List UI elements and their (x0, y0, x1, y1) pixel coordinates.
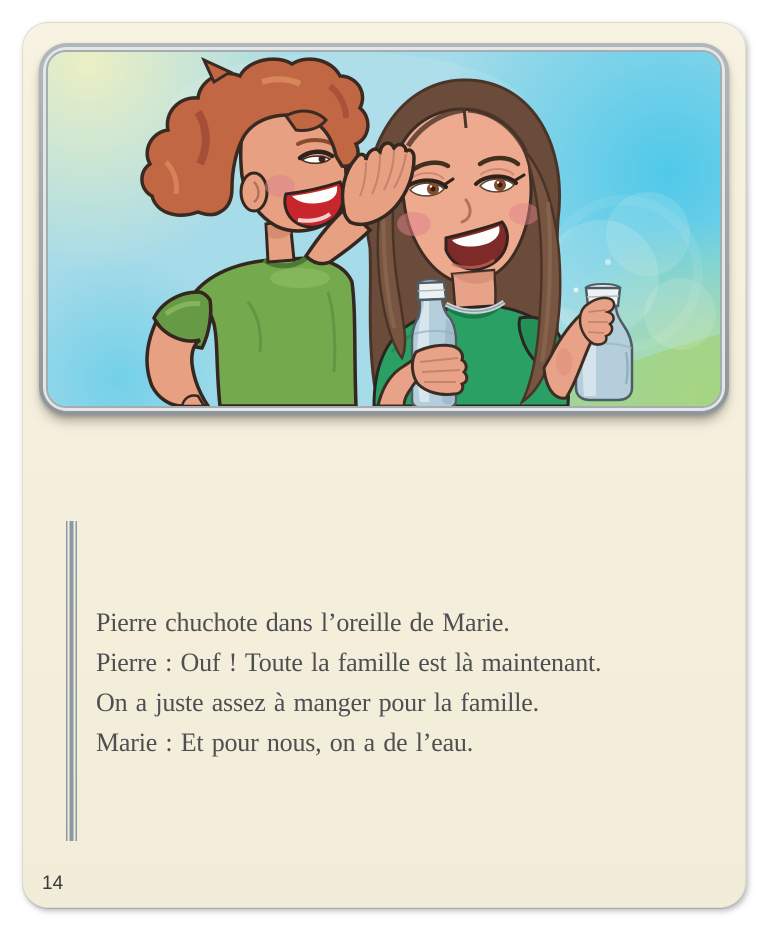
girl-right-cheek (509, 203, 539, 225)
girl-character (366, 80, 569, 406)
girl-left-hand (412, 345, 466, 394)
illustration-svg (48, 52, 720, 406)
illustration-frame (39, 43, 729, 415)
story-line-3: On a juste assez à manger pour la famille. (96, 688, 539, 717)
book-page (22, 22, 746, 908)
boy-ear (241, 173, 267, 211)
decorative-vertical-rule (66, 521, 77, 841)
illustration (46, 50, 722, 408)
story-line-1: Pierre chuchote dans l’oreille de Marie. (96, 608, 510, 637)
story-line-4: Marie : Et pour nous, on a de l’eau. (96, 728, 474, 757)
page-number: 14 (42, 873, 64, 894)
story-text (96, 603, 601, 763)
girl-left-cheek (397, 212, 431, 236)
story-line-2: Pierre : Ouf ! Toute la famille est là maintenant. (96, 648, 602, 677)
boy-shirt-highlight (270, 268, 330, 288)
illustration-frame-inner (43, 47, 725, 411)
girl-hair-parting (464, 108, 466, 128)
